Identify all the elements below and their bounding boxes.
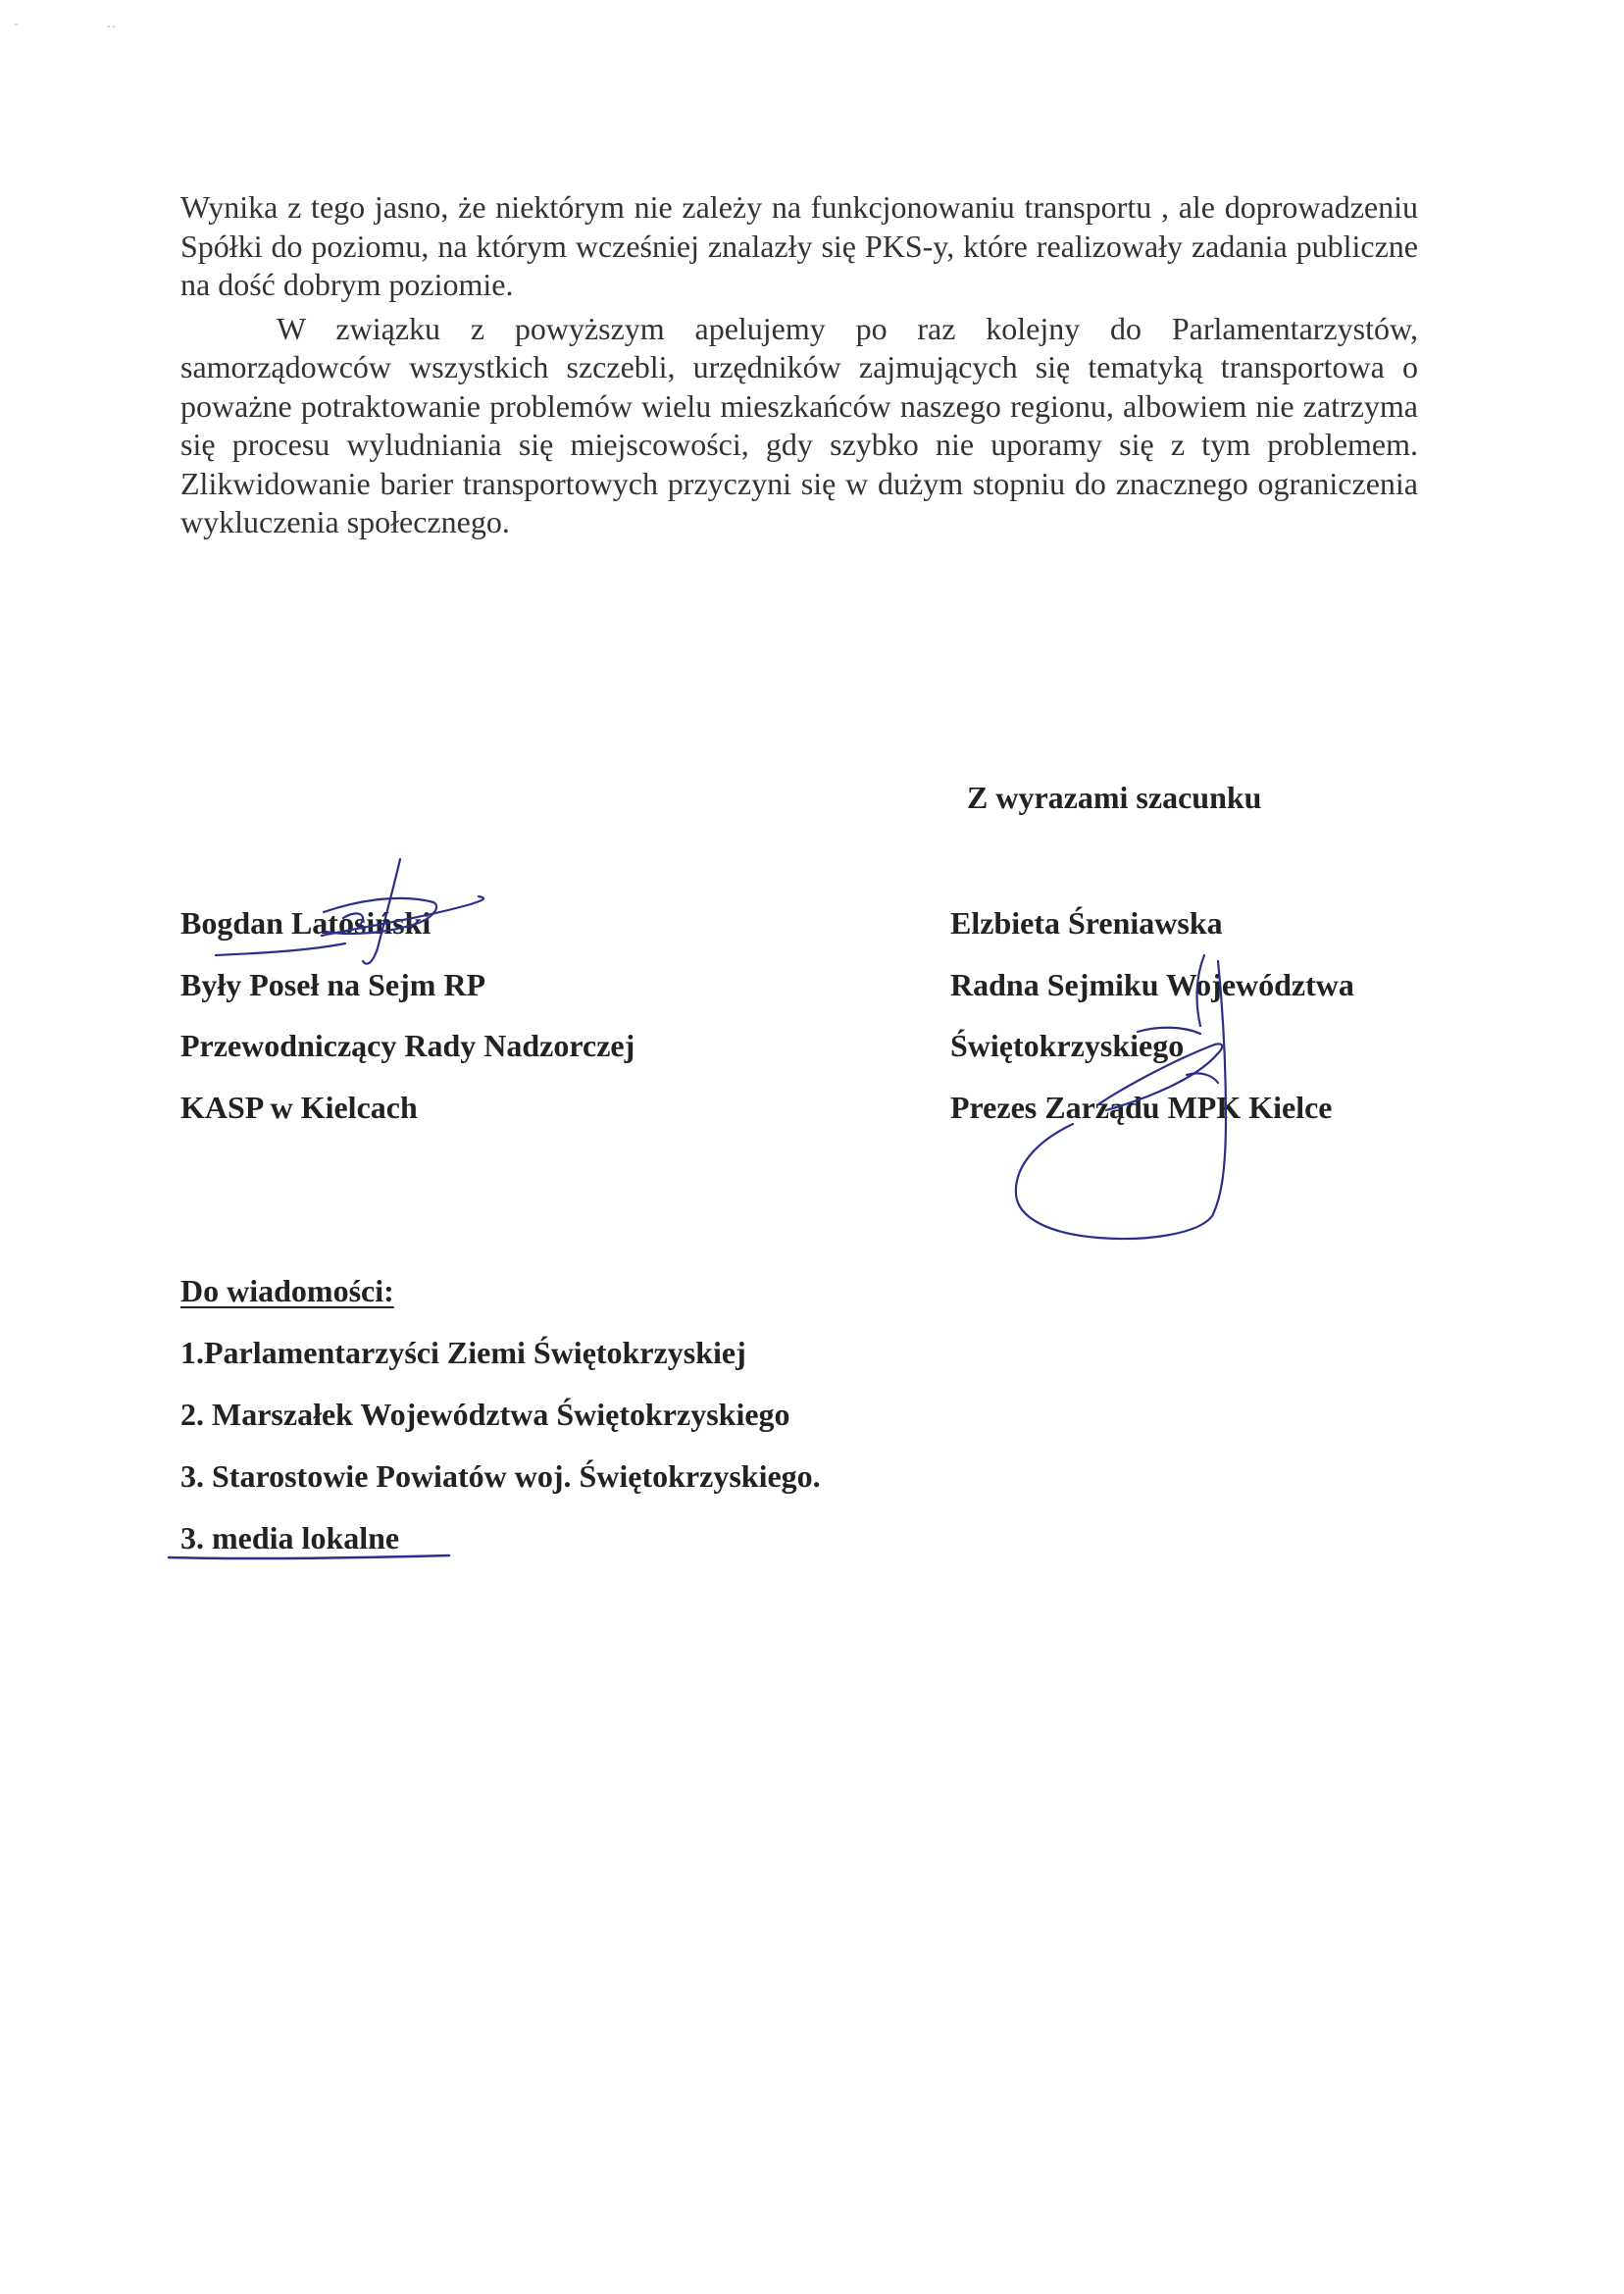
scan-artifact-marks: -‥	[14, 17, 204, 31]
signatory-right-name: Elzbieta Śreniawska	[950, 905, 1223, 941]
handwritten-underline	[165, 1550, 459, 1565]
signatory-left	[180, 892, 634, 1138]
distribution-item-4: 3. media lokalne	[180, 1520, 400, 1555]
signatory-left-name: Bogdan Latosiński	[180, 905, 431, 941]
signatory-right-title-2: Świętokrzyskiego	[950, 1028, 1185, 1063]
distribution-item-2: 2. Marszałek Województwa Świętokrzyskiego	[180, 1397, 790, 1432]
distribution-item-3: 3. Starostowie Powiatów woj. Świętokrzyskiego.	[180, 1458, 821, 1494]
signatory-right-title-3: Prezes Zarządu MPK Kielce	[950, 1089, 1333, 1125]
signatory-left-title-2: Przewodniczący Rady Nadzorczej	[180, 1028, 635, 1063]
body-paragraph-1: Wynika z tego jasno, że niektórym nie zależy na funkcjonowaniu transportu , ale doprowadzeniu Spółki do poziomu, na którym wcześniej znalazły się PKS-y, które realizowały zadania publiczne na dość dobrym poziomie.	[180, 189, 1418, 302]
signatory-right	[950, 892, 1354, 1138]
distribution-item-1: 1.Parlamentarzyści Ziemi Świętokrzyskiej	[180, 1335, 746, 1370]
distribution-list	[180, 1260, 821, 1569]
signatory-left-title-1: Były Poseł na Sejm RP	[180, 966, 486, 1002]
signatory-left-title-3: KASP w Kielcach	[180, 1089, 418, 1125]
letter-body	[180, 188, 1418, 542]
closing-salutation: Z wyrazami szacunku	[967, 780, 1262, 815]
distribution-heading: Do wiadomości:	[180, 1273, 394, 1308]
body-paragraph-2: W związku z powyższym apelujemy po raz kolejny do Parlamentarzystów, samorządowców wszystkich szczebli, urzędników zajmujących się tematyką transportowa o poważne potraktowanie problemów wielu mieszkańców naszego regionu, albowiem nie zatrzyma się procesu wyludniania się miejscowości, gdy szybko nie uporamy się z tym problemem. Zlikwidowanie barier transportowych przyczyni się w dużym stopniu do znacznego ograniczenia wykluczenia społecznego.	[180, 310, 1418, 539]
signatory-right-title-1: Radna Sejmiku Województwa	[950, 966, 1354, 1002]
